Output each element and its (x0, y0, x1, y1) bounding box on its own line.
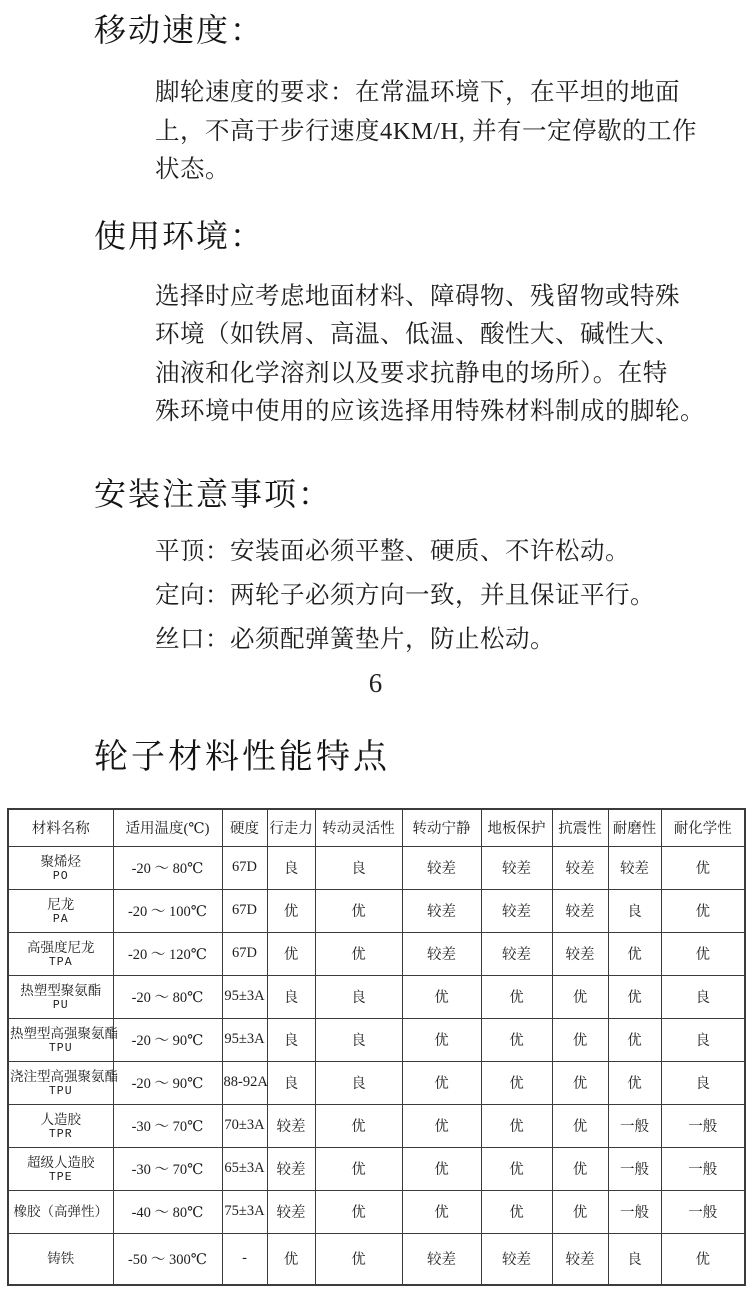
table-cell: 优 (481, 1061, 552, 1104)
material-name: 人造胶 (40, 1111, 81, 1127)
table-cell: 良 (315, 1018, 402, 1061)
section-paragraph (155, 278, 715, 432)
table-cell: 优 (267, 889, 315, 932)
table-cell: 优 (552, 1147, 608, 1190)
table-cell: 70±3A (222, 1104, 267, 1147)
table-cell: 良 (608, 889, 661, 932)
table-cell: -20 ～ 80℃ (113, 975, 222, 1018)
table-cell: 67D (222, 889, 267, 932)
material-name-cell (8, 1190, 113, 1233)
table-cell: 优 (315, 889, 402, 932)
table-row (8, 846, 745, 889)
header-walking-force: 行走力 (267, 809, 315, 847)
table-cell: 优 (481, 1018, 552, 1061)
table-cell: 较差 (481, 846, 552, 889)
material-name-cell (8, 846, 113, 889)
table-cell: 较差 (267, 1190, 315, 1233)
table-row (8, 975, 745, 1018)
material-code: TPU (48, 1084, 73, 1098)
table-cell: 优 (552, 1018, 608, 1061)
table-cell: 优 (315, 1104, 402, 1147)
material-name-cell (8, 1018, 118, 1061)
table-cell: 67D (222, 846, 267, 889)
table-header-row (8, 809, 745, 847)
material-name-cell (8, 889, 113, 932)
header-temperature-range: 适用温度(℃) (113, 809, 222, 847)
table-cell: 良 (315, 846, 402, 889)
table-cell: 良 (661, 1061, 745, 1104)
section-paragraph (155, 530, 715, 662)
table-cell: 一般 (661, 1104, 745, 1147)
table-title: 轮子材料性能特点 (94, 738, 390, 776)
table-cell: 较差 (608, 846, 661, 889)
materials-table (7, 808, 746, 1286)
table-row (8, 1104, 745, 1147)
install-note-line-fixed: 定向：两轮子必须方向一致，并且保证平行。 (155, 581, 655, 609)
material-name: 铸铁 (47, 1251, 75, 1266)
table-cell: 优 (481, 1147, 552, 1190)
material-name: 热塑型高强聚氨酯 (10, 1025, 118, 1041)
table-row (8, 889, 745, 932)
table-cell: 优 (402, 1104, 481, 1147)
table-cell: 优 (315, 932, 402, 975)
table-cell: 优 (267, 932, 315, 975)
table-cell: 较差 (481, 889, 552, 932)
materials-table-body (8, 846, 745, 1285)
table-cell: 优 (608, 932, 661, 975)
table-cell: 优 (608, 975, 661, 1018)
table-cell: -20 ～ 90℃ (113, 1061, 222, 1104)
table-cell: 较差 (402, 889, 481, 932)
table-cell: 良 (661, 1018, 745, 1061)
table-row (8, 1233, 745, 1285)
table-cell: 良 (315, 1061, 402, 1104)
table-cell: 优 (315, 1233, 402, 1285)
table-cell: 优 (608, 1061, 661, 1104)
table-cell: 88-92A (222, 1061, 267, 1104)
table-cell: 95±3A (222, 975, 267, 1018)
section-installation-notes (0, 474, 751, 662)
paragraph-line: 选择时应考虑地面材料、障碍物、残留物或特殊 (155, 282, 680, 310)
table-cell: -30 ～ 70℃ (113, 1104, 222, 1147)
table-cell: 较差 (552, 846, 608, 889)
material-name: 超级人造胶 (27, 1154, 95, 1170)
table-cell: -50 ～ 300℃ (113, 1233, 222, 1285)
table-cell: 优 (267, 1233, 315, 1285)
paragraph-line: 油液和化学溶剂以及要求抗静电的场所）。在特 (155, 359, 668, 387)
table-row (8, 1147, 745, 1190)
paragraph-line: 环境（如铁屑、高温、低温、酸性大、碱性大、 (155, 321, 680, 348)
table-cell: 良 (315, 975, 402, 1018)
material-code: TPR (48, 1127, 73, 1141)
material-name: 热塑型聚氨酯 (20, 982, 102, 998)
material-name-cell (8, 1147, 113, 1190)
table-row (8, 1018, 745, 1061)
table-cell: -30 ～ 70℃ (113, 1147, 222, 1190)
table-cell: -40 ～ 80℃ (113, 1190, 222, 1233)
material-name-cell (8, 1233, 113, 1285)
table-cell: -20 ～ 90℃ (113, 1018, 222, 1061)
table-cell: 优 (552, 1190, 608, 1233)
install-note-line-threaded: 丝口：必须配弹簧垫片，防止松动。 (155, 625, 555, 653)
table-cell: 良 (267, 1018, 315, 1061)
table-cell: 良 (608, 1233, 661, 1285)
header-chemical-resistance: 耐化学性 (661, 809, 745, 847)
paragraph-line: 上，不高于步行速度4KM/H, 并有一定停歇的工作 (155, 117, 697, 145)
table-cell: 较差 (481, 932, 552, 975)
table-cell: 优 (402, 1190, 481, 1233)
material-code: PO (52, 869, 69, 883)
header-shock-resistance: 抗震性 (552, 809, 608, 847)
table-row (8, 1190, 745, 1233)
table-cell: 优 (661, 1233, 745, 1285)
header-floor-protection: 地板保护 (481, 809, 552, 847)
table-cell: 良 (267, 1061, 315, 1104)
material-name-cell (8, 1061, 118, 1104)
material-code: PU (52, 998, 69, 1012)
material-name: 尼龙 (47, 896, 75, 912)
material-code: TPE (48, 1170, 73, 1184)
section-heading-installation-notes: 安装注意事项： (94, 475, 333, 512)
table-cell: 良 (267, 846, 315, 889)
section-usage-environment (0, 216, 751, 432)
table-cell: 优 (661, 932, 745, 975)
table-cell: 较差 (402, 1233, 481, 1285)
page-number: 6 (368, 667, 383, 698)
material-name: 橡胶（高弹性） (13, 1204, 108, 1219)
header-material-name: 材料名称 (8, 809, 113, 847)
section-moving-speed (0, 10, 751, 190)
table-cell: 65±3A (222, 1147, 267, 1190)
table-cell: 优 (481, 1190, 552, 1233)
table-cell: 一般 (608, 1190, 661, 1233)
table-cell: 优 (608, 1018, 661, 1061)
header-rolling-flexibility: 转动灵活性 (315, 809, 402, 847)
table-cell: - (222, 1233, 267, 1285)
section-heading-moving-speed: 移动速度： (94, 12, 265, 48)
table-cell: 较差 (552, 932, 608, 975)
table-cell: 良 (661, 975, 745, 1018)
material-name: 浇注型高强聚氨酯 (10, 1068, 118, 1084)
table-cell: 一般 (661, 1190, 745, 1233)
table-cell: 较差 (552, 889, 608, 932)
table-cell: 一般 (661, 1147, 745, 1190)
table-cell: 优 (661, 846, 745, 889)
table-cell: 优 (402, 1061, 481, 1104)
table-row (8, 932, 745, 975)
table-cell: 优 (315, 1190, 402, 1233)
table-cell: 75±3A (222, 1190, 267, 1233)
header-hardness: 硬度 (222, 809, 267, 847)
table-cell: -20 ～ 80℃ (113, 846, 222, 889)
material-name-cell (8, 975, 113, 1018)
table-cell: 较差 (402, 932, 481, 975)
table-cell: 一般 (608, 1104, 661, 1147)
table-cell: 一般 (608, 1147, 661, 1190)
header-rolling-quietness: 转动宁静 (402, 809, 481, 847)
table-cell: -20 ～ 120℃ (113, 932, 222, 975)
material-name: 高强度尼龙 (27, 939, 95, 955)
paragraph-line: 状态。 (155, 156, 230, 183)
table-cell: 优 (315, 1147, 402, 1190)
section-paragraph (155, 74, 715, 190)
table-cell: 较差 (481, 1233, 552, 1285)
table-cell: 优 (552, 975, 608, 1018)
material-code: PA (52, 912, 69, 926)
table-cell: 较差 (267, 1147, 315, 1190)
table-cell: 优 (661, 889, 745, 932)
table-cell: 较差 (267, 1104, 315, 1147)
header-wear-resistance: 耐磨性 (608, 809, 661, 847)
table-cell: 优 (402, 975, 481, 1018)
table-cell: 优 (402, 1147, 481, 1190)
table-cell: 优 (402, 1018, 481, 1061)
paragraph-line: 脚轮速度的要求：在常温环境下，在平坦的地面 (155, 79, 680, 106)
material-name-cell (8, 932, 113, 975)
table-cell: 优 (481, 1104, 552, 1147)
table-cell: -20 ～ 100℃ (113, 889, 222, 932)
material-code: TPA (48, 955, 73, 969)
table-cell: 良 (267, 975, 315, 1018)
material-name: 聚烯烃 (40, 853, 81, 869)
table-cell: 优 (481, 975, 552, 1018)
table-cell: 优 (552, 1061, 608, 1104)
section-heading-usage-environment: 使用环境： (94, 217, 265, 254)
table-cell: 优 (552, 1104, 608, 1147)
install-note-line-flat-top: 平顶：安装面必须平整、硬质、不许松动。 (155, 537, 630, 565)
table-row (8, 1061, 745, 1104)
material-code: TPU (48, 1041, 73, 1055)
paragraph-line: 殊环境中使用的应该选择用特殊材料制成的脚轮。 (155, 398, 705, 425)
material-name-cell (8, 1104, 113, 1147)
table-cell: 67D (222, 932, 267, 975)
table-cell: 95±3A (222, 1018, 267, 1061)
table-cell: 较差 (552, 1233, 608, 1285)
table-cell: 较差 (402, 846, 481, 889)
